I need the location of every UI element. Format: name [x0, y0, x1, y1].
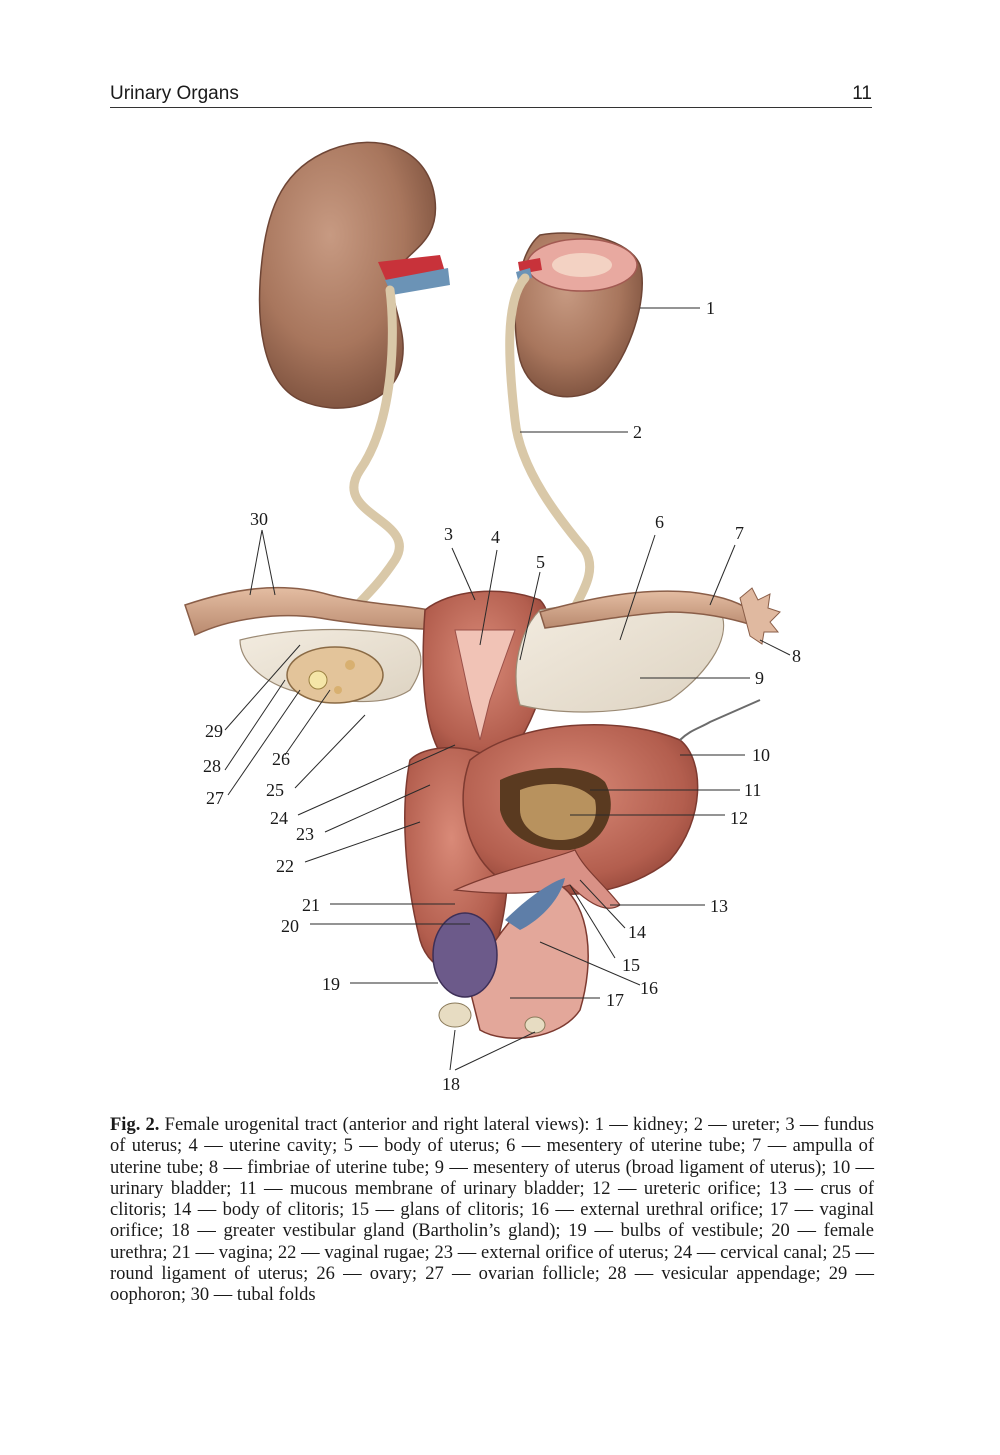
callout-8: 8 — [792, 646, 801, 666]
callout-11: 11 — [744, 780, 762, 800]
callout-13: 13 — [710, 896, 728, 916]
callout-19: 19 — [322, 974, 340, 994]
callout-23: 23 — [296, 824, 314, 844]
callout-4: 4 — [491, 527, 500, 547]
callout-29: 29 — [205, 721, 223, 741]
right-kidney — [515, 233, 642, 397]
callout-30: 30 — [250, 509, 268, 529]
callout-3: 3 — [444, 524, 453, 544]
callout-26: 26 — [272, 749, 290, 769]
figure-caption — [110, 1115, 874, 1307]
callout-2: 2 — [633, 422, 642, 442]
callout-28: 28 — [203, 756, 221, 776]
callout-24: 24 — [270, 808, 288, 828]
callout-14: 14 — [628, 922, 646, 942]
callout-10: 10 — [752, 745, 770, 765]
caption-text: Female urogenital tract (anterior and right lateral views): 1 — kidney; 2 — ureter; 3 — fundus of uterus; 4 — uterine cavity; 5 — body of uterus; 6 — mesentery of uterine tube; 7 — ampulla of uterine tube; 8 — fimbriae of uterine tube; 9 — mesentery of uterus (broad ligament of uterus); 10 — urinary bladder; 11 — mucous membrane of urinary bladder; 12 — ureteric orifice; 13 — crus of clitoris; 14 — body of clitoris; 15 — glans of clitoris; 16 — external urethral orifice; 17 — vaginal orifice; 18 — greater vestibular gland (Bartholin’s gland); 19 — bulbs of vestibule; 20 — female urethra; 21 — vagina; 22 — vaginal rugae; 23 — external orifice of uterus; 24 — cervical canal; 25 — round ligament of uterus; 26 — ovary; 27 — ovarian follicle; 28 — vesicular appendage; 29 — oophoron; 30 — tubal folds — [110, 1115, 874, 1306]
vestibular-gland — [439, 1003, 471, 1027]
bulb-of-vestibule — [433, 913, 497, 997]
fimbriae — [740, 588, 780, 644]
callout-15: 15 — [622, 955, 640, 975]
callout-21: 21 — [302, 895, 320, 915]
callout-1: 1 — [706, 298, 715, 318]
section-title: Urinary Organs — [110, 83, 239, 104]
callout-18: 18 — [442, 1074, 460, 1094]
page-number: 11 — [852, 83, 872, 104]
left-kidney — [260, 142, 450, 408]
callout-6: 6 — [655, 512, 664, 532]
callout-12: 12 — [730, 808, 748, 828]
left-uterine-tube — [185, 588, 440, 635]
callout-7: 7 — [735, 523, 744, 543]
callout-17: 17 — [606, 990, 624, 1010]
callout-27: 27 — [206, 788, 224, 808]
figure-label: Fig. 2. — [110, 1115, 160, 1135]
callout-5: 5 — [536, 552, 545, 572]
callout-9: 9 — [755, 668, 764, 688]
left-ovary — [287, 647, 383, 703]
callout-22: 22 — [276, 856, 294, 876]
callout-20: 20 — [281, 916, 299, 936]
callout-25: 25 — [266, 780, 284, 800]
callout-16: 16 — [640, 978, 658, 998]
